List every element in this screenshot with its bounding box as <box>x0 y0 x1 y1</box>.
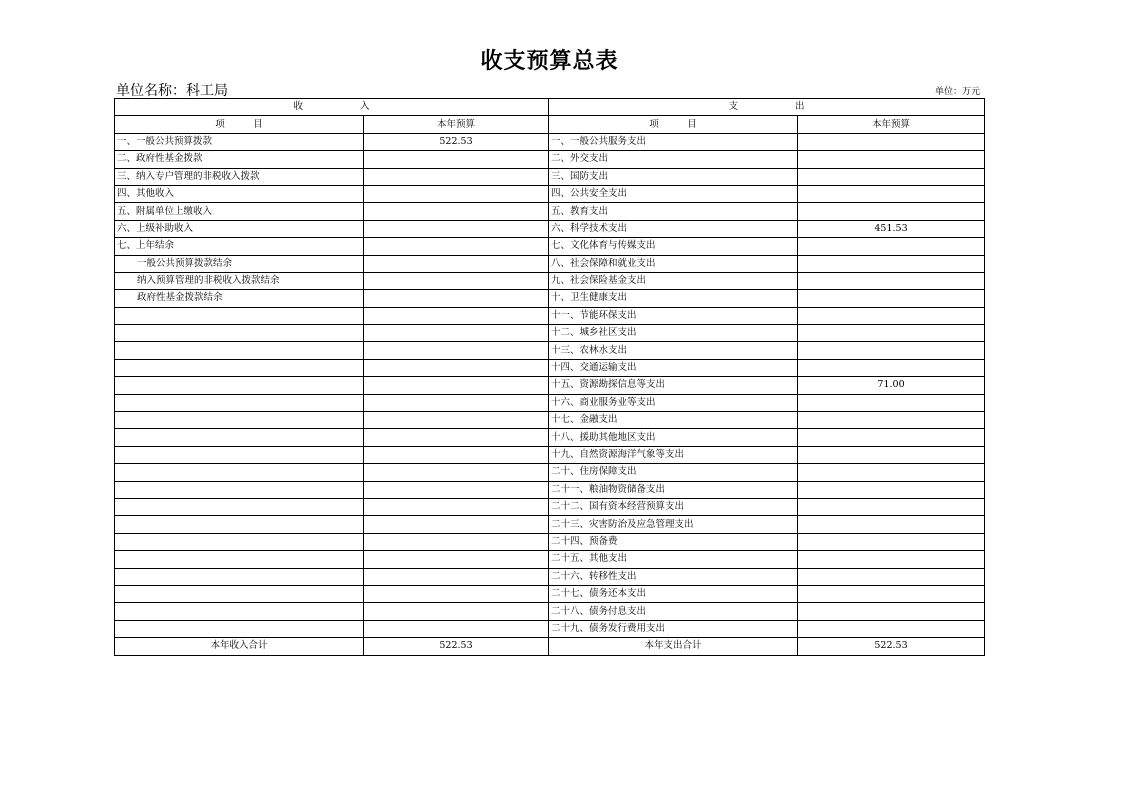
income-item-cell <box>115 446 364 463</box>
income-item-cell <box>115 568 364 585</box>
income-item-cell: 七、上年结余 <box>115 238 364 255</box>
expense-item-cell: 九、社会保险基金支出 <box>549 272 798 289</box>
income-item-cell: 二、政府性基金拨款 <box>115 151 364 168</box>
table-row <box>115 377 985 394</box>
expense-item-cell: 七、文化体育与传媒支出 <box>549 238 798 255</box>
expense-item-cell: 二十一、粮油物资储备支出 <box>549 481 798 498</box>
income-amount-cell <box>364 272 549 289</box>
table-row <box>115 151 985 168</box>
income-amount-cell <box>364 342 549 359</box>
table-row <box>115 412 985 429</box>
expense-item-cell: 十九、自然资源海洋气象等支出 <box>549 446 798 463</box>
table-row <box>115 620 985 637</box>
income-item-cell <box>115 377 364 394</box>
income-amount-cell <box>364 533 549 550</box>
expense-amount-cell <box>798 203 985 220</box>
income-amount-cell <box>364 377 549 394</box>
table-row <box>115 185 985 202</box>
page-title: 收支预算总表 <box>480 49 619 74</box>
income-item-cell: 一、一般公共预算拨款 <box>115 133 364 150</box>
table-row <box>115 481 985 498</box>
income-amount-cell <box>364 620 549 637</box>
expense-item-cell: 二十八、债务付息支出 <box>549 603 798 620</box>
table-row <box>115 446 985 463</box>
income-amount-cell <box>364 585 549 602</box>
expense-item-cell: 三、国防支出 <box>549 168 798 185</box>
table-row <box>115 516 985 533</box>
expense-section-header: 支 出 <box>549 99 985 116</box>
table-row <box>115 168 985 185</box>
expense-amount-cell <box>798 359 985 376</box>
income-amount-cell <box>364 603 549 620</box>
income-amount-cell <box>364 325 549 342</box>
expense-item-cell: 十六、商业服务业等支出 <box>549 394 798 411</box>
income-item-cell <box>115 603 364 620</box>
income-item-header: 项 目 <box>115 116 364 133</box>
expense-item-cell: 二十五、其他支出 <box>549 551 798 568</box>
total-row <box>115 638 985 655</box>
income-amount-cell <box>364 464 549 481</box>
income-item-cell <box>115 394 364 411</box>
income-item-cell <box>115 342 364 359</box>
table-row <box>115 551 985 568</box>
income-item-cell <box>115 620 364 637</box>
expense-item-cell: 十三、农林水支出 <box>549 342 798 359</box>
expense-amount-cell <box>798 238 985 255</box>
expense-item-cell: 十、卫生健康支出 <box>549 290 798 307</box>
expense-amount-cell <box>798 516 985 533</box>
income-amount-cell <box>364 255 549 272</box>
table-row <box>115 255 985 272</box>
table-row <box>115 272 985 289</box>
expense-total-amount: 522.53 <box>798 638 985 655</box>
expense-amount-cell <box>798 429 985 446</box>
income-item-cell <box>115 533 364 550</box>
income-amount-cell: 522.53 <box>364 133 549 150</box>
expense-item-cell: 二、外交支出 <box>549 151 798 168</box>
income-item-cell: 五、附属单位上缴收入 <box>115 203 364 220</box>
income-item-cell <box>115 325 364 342</box>
expense-amount-cell <box>798 568 985 585</box>
budget-summary-table <box>114 98 985 656</box>
income-item-cell <box>115 551 364 568</box>
table-row <box>115 307 985 324</box>
expense-item-cell: 十四、交通运输支出 <box>549 359 798 376</box>
income-amount-cell <box>364 498 549 515</box>
expense-item-cell: 一、一般公共服务支出 <box>549 133 798 150</box>
income-amount-cell <box>364 551 549 568</box>
income-amount-cell <box>364 412 549 429</box>
expense-amount-cell <box>798 481 985 498</box>
table-row <box>115 238 985 255</box>
income-amount-cell <box>364 307 549 324</box>
expense-item-cell: 十五、资源勘探信息等支出 <box>549 377 798 394</box>
expense-amount-cell <box>798 272 985 289</box>
income-item-cell <box>115 429 364 446</box>
expense-item-cell: 二十二、国有资本经营预算支出 <box>549 498 798 515</box>
income-amount-cell <box>364 220 549 237</box>
table-row <box>115 498 985 515</box>
expense-amount-cell <box>798 498 985 515</box>
expense-item-cell: 十七、金融支出 <box>549 412 798 429</box>
income-item-cell: 三、纳入专户管理的非税收入拨款 <box>115 168 364 185</box>
income-item-cell: 六、上级补助收入 <box>115 220 364 237</box>
expense-item-cell: 十一、节能环保支出 <box>549 307 798 324</box>
income-amount-cell <box>364 516 549 533</box>
expense-item-cell: 二十六、转移性支出 <box>549 568 798 585</box>
income-total-label: 本年收入合计 <box>115 638 364 655</box>
expense-amount-cell <box>798 185 985 202</box>
table-row <box>115 203 985 220</box>
section-header-row <box>115 99 985 116</box>
income-item-cell <box>115 481 364 498</box>
table-row <box>115 464 985 481</box>
income-amount-cell <box>364 359 549 376</box>
table-row <box>115 603 985 620</box>
expense-item-cell: 四、公共安全支出 <box>549 185 798 202</box>
table-row <box>115 585 985 602</box>
expense-amount-cell <box>798 412 985 429</box>
expense-item-header: 项 目 <box>549 116 798 133</box>
income-amount-cell <box>364 446 549 463</box>
income-item-cell <box>115 585 364 602</box>
expense-amount-cell <box>798 255 985 272</box>
income-item-cell: 政府性基金拨款结余 <box>115 290 364 307</box>
income-amount-cell <box>364 203 549 220</box>
expense-total-label: 本年支出合计 <box>549 638 798 655</box>
table-row <box>115 290 985 307</box>
table-row <box>115 533 985 550</box>
table-row <box>115 359 985 376</box>
expense-amount-cell <box>798 290 985 307</box>
expense-amount-cell <box>798 325 985 342</box>
table-row <box>115 133 985 150</box>
expense-item-cell: 十八、援助其他地区支出 <box>549 429 798 446</box>
expense-item-cell: 二十四、预备费 <box>549 533 798 550</box>
expense-amount-cell <box>798 151 985 168</box>
income-amount-cell <box>364 568 549 585</box>
income-item-cell <box>115 516 364 533</box>
expense-amount-cell <box>798 533 985 550</box>
expense-item-cell: 二十七、债务还本支出 <box>549 585 798 602</box>
income-amount-cell <box>364 238 549 255</box>
income-item-cell <box>115 359 364 376</box>
income-item-cell: 四、其他收入 <box>115 185 364 202</box>
income-item-cell: 一般公共预算拨款结余 <box>115 255 364 272</box>
income-item-cell <box>115 498 364 515</box>
income-amount-cell <box>364 151 549 168</box>
table-row <box>115 394 985 411</box>
income-item-cell: 纳入预算管理的非税收入拨款结余 <box>115 272 364 289</box>
income-budget-header: 本年预算 <box>364 116 549 133</box>
expense-item-cell: 八、社会保障和就业支出 <box>549 255 798 272</box>
table-row <box>115 220 985 237</box>
expense-amount-cell: 71.00 <box>798 377 985 394</box>
expense-item-cell: 二十、住房保障支出 <box>549 464 798 481</box>
table-row <box>115 429 985 446</box>
income-amount-cell <box>364 394 549 411</box>
expense-item-cell: 五、教育支出 <box>549 203 798 220</box>
column-header-row <box>115 116 985 133</box>
table-row <box>115 325 985 342</box>
expense-amount-cell <box>798 307 985 324</box>
income-item-cell <box>115 464 364 481</box>
income-item-cell <box>115 307 364 324</box>
income-amount-cell <box>364 290 549 307</box>
income-amount-cell <box>364 168 549 185</box>
expense-amount-cell <box>798 585 985 602</box>
income-amount-cell <box>364 429 549 446</box>
expense-item-cell: 二十九、债务发行费用支出 <box>549 620 798 637</box>
expense-amount-cell <box>798 603 985 620</box>
income-item-cell <box>115 412 364 429</box>
currency-unit-label: 单位：万元 <box>935 87 981 97</box>
expense-amount-cell <box>798 464 985 481</box>
unit-name: 单位名称：科工局 <box>116 83 228 99</box>
expense-amount-cell <box>798 168 985 185</box>
expense-amount-cell <box>798 620 985 637</box>
expense-item-cell: 二十三、灾害防治及应急管理支出 <box>549 516 798 533</box>
expense-amount-cell <box>798 394 985 411</box>
table-row <box>115 342 985 359</box>
income-amount-cell <box>364 185 549 202</box>
expense-amount-cell <box>798 446 985 463</box>
expense-amount-cell <box>798 342 985 359</box>
expense-amount-cell <box>798 551 985 568</box>
income-total-amount: 522.53 <box>364 638 549 655</box>
expense-item-cell: 六、科学技术支出 <box>549 220 798 237</box>
expense-amount-cell: 451.53 <box>798 220 985 237</box>
expense-item-cell: 十二、城乡社区支出 <box>549 325 798 342</box>
table-row <box>115 568 985 585</box>
income-section-header: 收 入 <box>115 99 549 116</box>
expense-budget-header: 本年预算 <box>798 116 985 133</box>
income-amount-cell <box>364 481 549 498</box>
expense-amount-cell <box>798 133 985 150</box>
